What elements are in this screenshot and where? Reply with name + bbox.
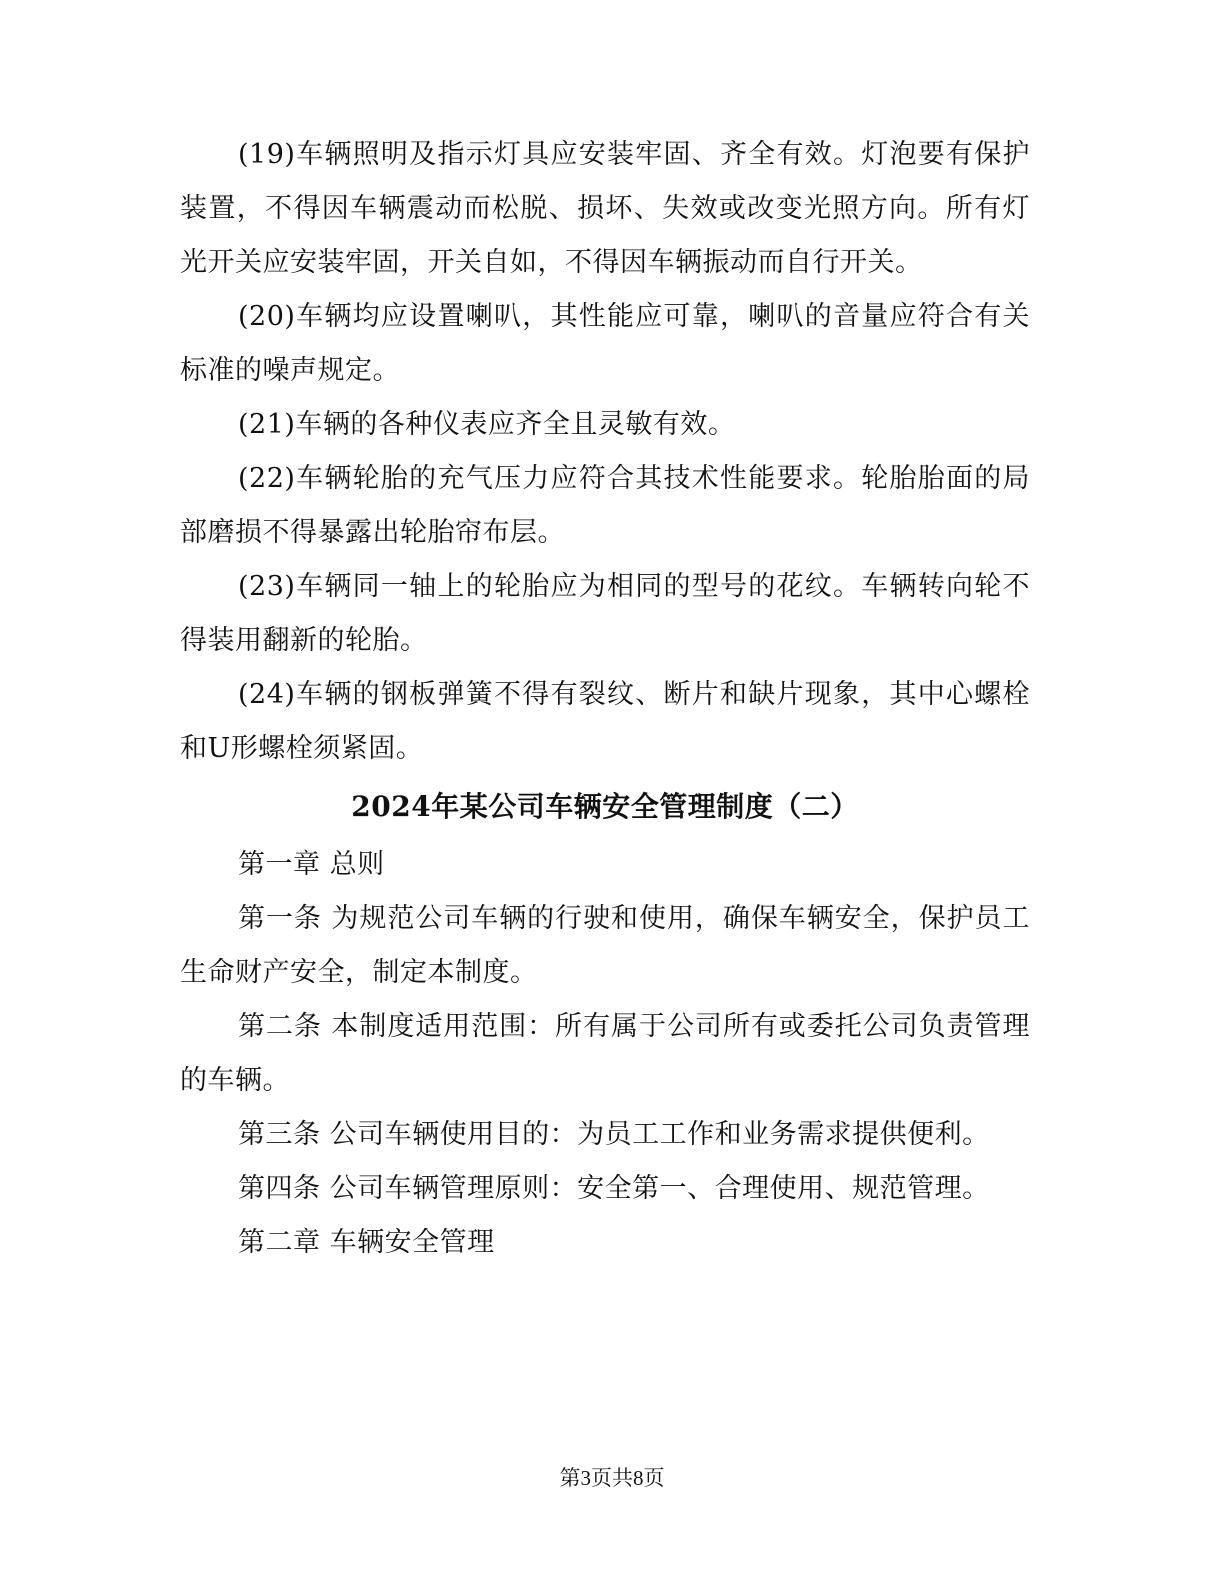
article-3-paragraph: 第三条 公司车辆使用目的：为员工工作和业务需求提供便利。	[238, 1119, 990, 1150]
article-2-paragraph: 第二条 本制度适用范围：所有属于公司所有或委托公司负责管理的车辆。	[180, 1011, 1030, 1096]
item-23-paragraph: (23)车辆同一轴上的轮胎应为相同的型号的花纹。车辆转向轮不得装用翻新的轮胎。	[180, 571, 1030, 656]
item-20-paragraph: (20)车辆均应设置喇叭，其性能应可靠，喇叭的音量应符合有关标准的噪声规定。	[180, 301, 1030, 386]
item-21-paragraph: (21)车辆的各种仪表应齐全且灵敏有效。	[238, 409, 736, 440]
document-title: 2024年某公司车辆安全管理制度（二）	[351, 790, 859, 823]
article-1-paragraph: 第一条 为规范公司车辆的行驶和使用，确保车辆安全，保护员工生命财产安全，制定本制度。	[180, 903, 1030, 988]
page-number-footer: 第3页共8页	[559, 1466, 665, 1490]
article-4-paragraph: 第四条 公司车辆管理原则：安全第一、合理使用、规范管理。	[238, 1173, 990, 1204]
chapter-1-heading: 第一章 总则	[238, 849, 385, 880]
item-24-paragraph: (24)车辆的钢板弹簧不得有裂纹、断片和缺片现象，其中心螺栓和U形螺栓须紧固。	[180, 679, 1030, 764]
item-22-paragraph: (22)车辆轮胎的充气压力应符合其技术性能要求。轮胎胎面的局部磨损不得暴露出轮胎帘布层。	[180, 463, 1030, 548]
document-page	[180, 128, 1030, 1270]
chapter-2-heading: 第二章 车辆安全管理	[238, 1227, 495, 1258]
item-19-paragraph: (19)车辆照明及指示灯具应安装牢固、齐全有效。灯泡要有保护装置，不得因车辆震动而松脱、损坏、失效或改变光照方向。所有灯光开关应安装牢固，开关自如，不得因车辆振动而自行开关。	[180, 139, 1030, 278]
